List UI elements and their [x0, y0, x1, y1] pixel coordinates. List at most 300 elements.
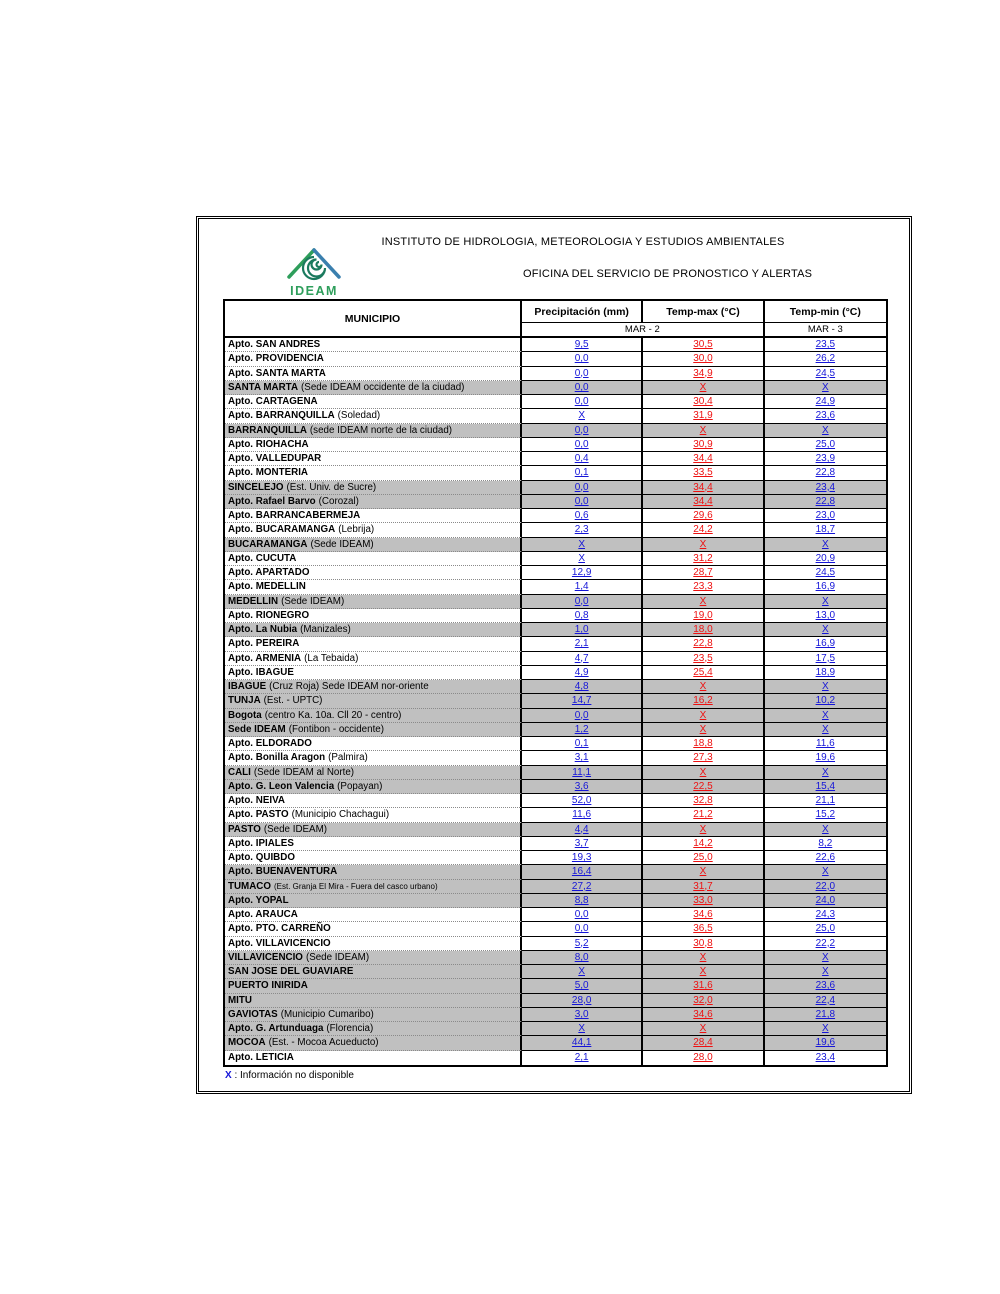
municipio-note: (Florencia) — [326, 1023, 374, 1035]
municipio-note: (Palmira) — [328, 752, 368, 764]
tempmin-value: 21,1 — [765, 794, 886, 808]
precipitacion-value: 9,5 — [522, 338, 643, 352]
precipitacion-value: 2,1 — [522, 637, 643, 651]
tempmax-value: X — [643, 951, 764, 965]
municipio-cell — [225, 452, 522, 466]
table-row — [225, 979, 886, 993]
precipitacion-value: 0,0 — [522, 438, 643, 452]
municipio-name: Apto. QUIBDO — [228, 852, 295, 864]
precipitacion-value: 0,0 — [522, 709, 643, 723]
municipio-cell — [225, 381, 522, 395]
municipio-name: Apto. ELDORADO — [228, 738, 312, 750]
municipio-cell — [225, 1051, 522, 1065]
tempmax-value: 16,2 — [643, 694, 764, 708]
tempmin-value: 24,3 — [765, 908, 886, 922]
tempmax-value: X — [643, 865, 764, 879]
tempmax-value: 25,4 — [643, 666, 764, 680]
tempmin-value: 22,6 — [765, 851, 886, 865]
municipio-name: Apto. BARRANCABERMEJA — [228, 510, 361, 522]
table-header — [225, 301, 886, 338]
municipio-note: (Sede IDEAM) — [263, 823, 328, 835]
municipio-note: (Cruz Roja) Sede IDEAM nor-oriente — [269, 681, 429, 693]
tempmax-value: X — [643, 709, 764, 723]
table-row — [225, 666, 886, 680]
table-row — [225, 1008, 886, 1022]
tempmin-value: 23,0 — [765, 509, 886, 523]
tempmax-value: 34,4 — [643, 495, 764, 509]
precipitacion-value: 0,1 — [522, 466, 643, 480]
table-row — [225, 880, 886, 894]
municipio-name: Apto. ARAUCA — [228, 909, 298, 921]
municipio-cell — [225, 766, 522, 780]
precipitacion-value: 0,0 — [522, 595, 643, 609]
tempmin-value: 15,2 — [765, 808, 886, 822]
municipio-name: Apto. RIOHACHA — [228, 438, 309, 450]
municipio-name: Apto. G. Leon Valencia — [228, 780, 335, 792]
municipio-cell — [225, 367, 522, 381]
municipio-name: CALI — [228, 766, 251, 778]
table-row — [225, 424, 886, 438]
municipio-cell — [225, 922, 522, 936]
tempmin-value: 20,9 — [765, 552, 886, 566]
municipio-note: (Sede IDEAM) — [310, 538, 374, 550]
table-row — [225, 1051, 886, 1065]
tempmax-value: X — [643, 680, 764, 694]
precipitacion-value: 0,0 — [522, 481, 643, 495]
municipio-name: SINCELEJO — [228, 481, 284, 493]
precipitacion-value: 1,2 — [522, 723, 643, 737]
tempmax-value: 22,8 — [643, 637, 764, 651]
tempmax-value: X — [643, 538, 764, 552]
tempmax-value: 22,5 — [643, 780, 764, 794]
tempmax-value: 30,4 — [643, 395, 764, 409]
municipio-cell — [225, 495, 522, 509]
tempmax-value: X — [643, 595, 764, 609]
precipitacion-value: 0,0 — [522, 395, 643, 409]
tempmin-value: 23,4 — [765, 481, 886, 495]
table-row — [225, 509, 886, 523]
tempmin-value: 22,0 — [765, 880, 886, 894]
table-row — [225, 694, 886, 708]
municipio-note: (Popayan) — [337, 780, 383, 792]
precipitacion-value: 44,1 — [522, 1036, 643, 1050]
municipio-note: (sede IDEAM norte de la ciudad) — [309, 424, 453, 436]
precipitacion-value: 4,4 — [522, 823, 643, 837]
tempmin-value: X — [765, 865, 886, 879]
tempmax-value: X — [643, 965, 764, 979]
precipitacion-value: 5,2 — [522, 937, 643, 951]
precipitacion-value: 11,1 — [522, 766, 643, 780]
col-header-tempmin: Temp-min (°C) — [789, 305, 861, 318]
municipio-name: Apto. RIONEGRO — [228, 609, 310, 621]
table-row — [225, 865, 886, 879]
municipio-name: Bogota — [228, 709, 262, 721]
precipitacion-value: 8,0 — [522, 951, 643, 965]
municipio-cell — [225, 424, 522, 438]
municipio-name: VILLAVICENCIO — [228, 951, 303, 963]
tempmin-value: 24,0 — [765, 894, 886, 908]
table-row — [225, 481, 886, 495]
municipio-note: (Est. - UPTC) — [263, 695, 323, 707]
tempmin-value: X — [765, 680, 886, 694]
municipio-name: Apto. PROVIDENCIA — [228, 353, 324, 365]
tempmin-value: X — [765, 723, 886, 737]
precipitacion-value: 27,2 — [522, 880, 643, 894]
municipio-note: (Est. Univ. de Sucre) — [286, 481, 377, 493]
table-row — [225, 523, 886, 537]
municipio-name: MITU — [228, 994, 252, 1006]
tempmin-value: 11,6 — [765, 737, 886, 751]
table-row — [225, 1022, 886, 1036]
tempmax-value: 31,9 — [643, 409, 764, 423]
municipio-name: Apto. ARMENIA — [228, 652, 302, 664]
table-row — [225, 837, 886, 851]
municipio-note: (Corozal) — [318, 495, 359, 507]
precipitacion-value: X — [522, 538, 643, 552]
tempmax-value: 24,2 — [643, 523, 764, 537]
tempmax-value: 32,0 — [643, 994, 764, 1008]
table-row — [225, 737, 886, 751]
municipio-cell — [225, 709, 522, 723]
tempmax-value: 32,8 — [643, 794, 764, 808]
tempmin-value: 18,9 — [765, 666, 886, 680]
precipitacion-value: 0,1 — [522, 737, 643, 751]
precipitacion-value: 4,9 — [522, 666, 643, 680]
table-row — [225, 709, 886, 723]
municipio-name: Apto. VALLEDUPAR — [228, 453, 322, 465]
table-row — [225, 552, 886, 566]
municipio-name: MEDELLIN — [228, 595, 279, 607]
precipitacion-value: 14,7 — [522, 694, 643, 708]
precipitacion-value: 1,0 — [522, 623, 643, 637]
tempmin-value: 22,4 — [765, 994, 886, 1008]
tempmax-value: 31,2 — [643, 552, 764, 566]
legend-x-symbol: X — [225, 1070, 232, 1081]
municipio-cell — [225, 723, 522, 737]
tempmin-value: 22,8 — [765, 495, 886, 509]
ideam-logo — [283, 243, 345, 299]
tempmax-value: 30,5 — [643, 338, 764, 352]
tempmax-value: 33,0 — [643, 894, 764, 908]
table-row — [225, 452, 886, 466]
tempmin-value: 18,7 — [765, 523, 886, 537]
table-row — [225, 951, 886, 965]
precipitacion-value: X — [522, 1022, 643, 1036]
col-header-precipitacion: Precipitación (mm) — [522, 301, 643, 322]
table-row — [225, 766, 886, 780]
precipitacion-value: 28,0 — [522, 994, 643, 1008]
municipio-cell — [225, 409, 522, 423]
municipio-name: TUMACO — [228, 880, 271, 892]
municipio-cell — [225, 979, 522, 993]
table-row — [225, 438, 886, 452]
precipitacion-value: 0,0 — [522, 495, 643, 509]
municipio-note: (Sede IDEAM occidente de la ciudad) — [301, 381, 465, 393]
municipio-name: SAN JOSE DEL GUAVIARE — [228, 966, 354, 978]
municipio-name: MOCOA — [228, 1037, 266, 1049]
municipio-name: Apto. PASTO — [228, 809, 289, 821]
municipio-name: BARRANQUILLA — [228, 424, 307, 436]
municipio-name: Apto. SAN ANDRES — [228, 339, 321, 351]
tempmin-value: 16,9 — [765, 580, 886, 594]
table-row — [225, 395, 886, 409]
tempmax-value: 25,0 — [643, 851, 764, 865]
tempmax-value: 34,6 — [643, 1008, 764, 1022]
municipio-name: Apto. NEIVA — [228, 795, 285, 807]
municipio-name: Apto. Rafael Barvo — [228, 495, 316, 507]
municipio-cell — [225, 1036, 522, 1050]
table-row — [225, 495, 886, 509]
precipitacion-value: 0,0 — [522, 367, 643, 381]
tempmax-value: X — [643, 766, 764, 780]
tempmax-value: 30,9 — [643, 438, 764, 452]
municipio-name: PUERTO INIRIDA — [228, 980, 308, 992]
tempmin-value: X — [765, 538, 886, 552]
table-row — [225, 466, 886, 480]
tempmin-value: X — [765, 595, 886, 609]
precipitacion-value: X — [522, 552, 643, 566]
tempmin-value: 25,0 — [765, 922, 886, 936]
col-header-tempmax: Temp-max (°C) — [643, 301, 764, 322]
table-row — [225, 595, 886, 609]
table-row — [225, 609, 886, 623]
table-row — [225, 680, 886, 694]
tempmin-value: 15,4 — [765, 780, 886, 794]
tempmin-value: 23,4 — [815, 1052, 836, 1064]
municipio-cell — [225, 595, 522, 609]
tempmax-value: 36,5 — [643, 922, 764, 936]
municipio-name: Apto. BUCARAMANGA — [228, 524, 336, 536]
table-row — [225, 851, 886, 865]
tempmin-value: X — [765, 1022, 886, 1036]
precipitacion-value: 5,0 — [522, 979, 643, 993]
municipio-note: (Est. - Mocoa Acueducto) — [268, 1037, 379, 1049]
municipio-cell — [225, 880, 522, 894]
municipio-cell — [225, 837, 522, 851]
table-row — [225, 723, 886, 737]
table-body — [225, 338, 886, 1065]
precipitacion-value: 16,4 — [522, 865, 643, 879]
tempmin-value: 21,8 — [765, 1008, 886, 1022]
legend-note — [225, 1070, 354, 1081]
municipio-cell — [225, 395, 522, 409]
municipio-cell — [225, 823, 522, 837]
tempmax-value: 34,9 — [643, 367, 764, 381]
tempmin-value: X — [765, 766, 886, 780]
municipio-name: Apto. CUCUTA — [228, 552, 297, 564]
tempmax-value: 21,2 — [643, 808, 764, 822]
precipitacion-value: 2,1 — [522, 1051, 643, 1065]
table-row — [225, 823, 886, 837]
tempmax-value: 27,3 — [643, 751, 764, 765]
municipio-note: (Est. Granja El Mira - Fuera del casco urbano) — [274, 881, 438, 891]
municipio-cell — [225, 509, 522, 523]
page-frame — [196, 216, 912, 1094]
tempmax-value: 18,0 — [643, 623, 764, 637]
tempmin-value: X — [765, 381, 886, 395]
municipio-cell — [225, 680, 522, 694]
municipio-note: (Municipio Cumaribo) — [280, 1008, 374, 1020]
municipio-cell — [225, 438, 522, 452]
precipitacion-value: 8,8 — [522, 894, 643, 908]
municipio-cell — [225, 566, 522, 580]
precipitacion-value: 0,0 — [522, 352, 643, 366]
table-row — [225, 381, 886, 395]
municipio-name: Apto. SANTA MARTA — [228, 367, 326, 379]
precipitacion-value: 0,0 — [522, 424, 643, 438]
table-row — [225, 908, 886, 922]
precipitacion-value: 3,7 — [522, 837, 643, 851]
precipitacion-value: X — [522, 409, 643, 423]
precipitacion-value: 0,6 — [522, 509, 643, 523]
municipio-name: GAVIOTAS — [228, 1008, 278, 1020]
tempmax-value: X — [643, 1022, 764, 1036]
precipitacion-value: 0,0 — [522, 908, 643, 922]
tempmin-value: 22,8 — [765, 466, 886, 480]
table-row — [225, 965, 886, 979]
precipitacion-value: X — [522, 965, 643, 979]
tempmax-value: 18,8 — [643, 737, 764, 751]
municipio-cell — [225, 552, 522, 566]
precipitacion-value: 4,7 — [522, 652, 643, 666]
municipio-cell — [225, 937, 522, 951]
precipitacion-value: 0,4 — [522, 452, 643, 466]
tempmax-value: 28,4 — [643, 1036, 764, 1050]
tempmax-value: X — [643, 723, 764, 737]
municipio-name: Apto. La Nubia — [228, 624, 298, 636]
table-row — [225, 566, 886, 580]
municipio-name: Apto. IPIALES — [228, 837, 294, 849]
tempmin-value: 19,6 — [765, 751, 886, 765]
precipitacion-value: 0,0 — [522, 381, 643, 395]
municipio-cell — [225, 894, 522, 908]
tempmax-value: 30,8 — [643, 937, 764, 951]
precipitacion-value: 19,3 — [522, 851, 643, 865]
ideam-logo-text: IDEAM — [290, 284, 338, 298]
tempmax-value: 29,6 — [643, 509, 764, 523]
municipio-cell — [225, 580, 522, 594]
tempmin-value: X — [765, 709, 886, 723]
municipio-name: Apto. Bonilla Aragon — [228, 752, 326, 764]
office-title: OFICINA DEL SERVICIO DE PRONOSTICO Y ALERTAS — [523, 268, 813, 280]
table-row — [225, 623, 886, 637]
precipitacion-value: 3,1 — [522, 751, 643, 765]
municipio-cell — [225, 780, 522, 794]
table-row — [225, 637, 886, 651]
precipitacion-value: 2,3 — [522, 523, 643, 537]
municipio-cell — [225, 965, 522, 979]
tempmin-value: 8,2 — [765, 837, 886, 851]
municipio-note: (Sede IDEAM) — [305, 951, 370, 963]
municipio-name: Apto. APARTADO — [228, 567, 310, 579]
table-row — [225, 937, 886, 951]
municipio-note: (Manizales) — [300, 624, 351, 636]
table-row — [225, 580, 886, 594]
municipio-cell — [225, 1022, 522, 1036]
municipio-cell — [225, 352, 522, 366]
legend-x-meaning: : Información no disponible — [234, 1070, 354, 1081]
tempmin-value: 16,9 — [765, 637, 886, 651]
municipio-name: IBAGUE — [228, 681, 267, 693]
municipio-cell — [225, 865, 522, 879]
municipio-name: Apto. BUENAVENTURA — [228, 866, 338, 878]
municipio-name: Apto. IBAGUE — [228, 666, 294, 678]
precipitacion-value: 0,0 — [522, 922, 643, 936]
precipitacion-value: 52,0 — [522, 794, 643, 808]
tempmin-value: 24,9 — [765, 395, 886, 409]
municipio-note: (Sede IDEAM al Norte) — [253, 766, 355, 778]
municipio-cell — [225, 851, 522, 865]
tempmin-value: 26,2 — [765, 352, 886, 366]
tempmin-value: 23,6 — [765, 409, 886, 423]
tempmin-value: X — [765, 965, 886, 979]
table-row — [225, 780, 886, 794]
tempmax-value: 34,4 — [643, 481, 764, 495]
tempmin-value: X — [765, 951, 886, 965]
tempmin-value: 22,2 — [765, 937, 886, 951]
precipitacion-value: 3,0 — [522, 1008, 643, 1022]
municipio-cell — [225, 538, 522, 552]
precipitacion-value: 3,6 — [522, 780, 643, 794]
table-row — [225, 894, 886, 908]
municipio-cell — [225, 751, 522, 765]
tempmax-value: 31,7 — [643, 880, 764, 894]
tempmin-value: 13,0 — [765, 609, 886, 623]
municipio-cell — [225, 794, 522, 808]
municipio-cell — [225, 652, 522, 666]
municipio-name: Apto. PTO. CARREÑO — [228, 923, 331, 935]
municipio-note: (Municipio Chachagui) — [291, 809, 390, 821]
ideam-logo-graphic — [283, 243, 345, 299]
tempmin-value: 25,0 — [765, 438, 886, 452]
municipio-name: Apto. CARTAGENA — [228, 396, 318, 408]
tempmax-value: 34,4 — [643, 452, 764, 466]
subheader-mar3: MAR - 3 — [807, 324, 843, 335]
precipitacion-value: 4,8 — [522, 680, 643, 694]
tempmax-value: X — [643, 381, 764, 395]
institute-title: INSTITUTO DE HIDROLOGIA, METEOROLOGIA Y ESTUDIOS AMBIENTALES — [381, 236, 785, 248]
table-row — [225, 922, 886, 936]
municipio-name: Apto. VILLAVICENCIO — [228, 937, 331, 949]
municipio-note: (Sede IDEAM) — [281, 595, 345, 607]
table-row — [225, 409, 886, 423]
municipio-cell — [225, 338, 522, 352]
municipio-name: Apto. G. Artunduaga — [228, 1023, 324, 1035]
municipio-name: Sede IDEAM — [228, 723, 286, 735]
municipio-cell — [225, 666, 522, 680]
municipio-name: BUCARAMANGA — [228, 538, 308, 550]
table-row — [225, 652, 886, 666]
tempmin-value: X — [765, 424, 886, 438]
municipio-name: Apto. MEDELLIN — [228, 581, 306, 593]
municipio-note: (Fontibon - occidente) — [288, 723, 385, 735]
municipio-name: Apto. LETICIA — [228, 1052, 294, 1064]
table-row — [225, 352, 886, 366]
municipio-name: Apto. PEREIRA — [228, 638, 300, 650]
precipitacion-value: 11,6 — [522, 808, 643, 822]
municipio-name: Apto. YOPAL — [228, 894, 289, 906]
table-header-right — [522, 301, 886, 336]
municipio-name: Apto. MONTERIA — [228, 467, 308, 479]
tempmax-value: 30,0 — [643, 352, 764, 366]
tempmax-value: 33,5 — [643, 466, 764, 480]
municipio-note: (Soledad) — [337, 410, 381, 422]
forecast-table — [223, 299, 888, 1067]
table-row — [225, 338, 886, 352]
table-row — [225, 538, 886, 552]
table-row — [225, 1036, 886, 1050]
tempmin-value: 24,5 — [765, 566, 886, 580]
